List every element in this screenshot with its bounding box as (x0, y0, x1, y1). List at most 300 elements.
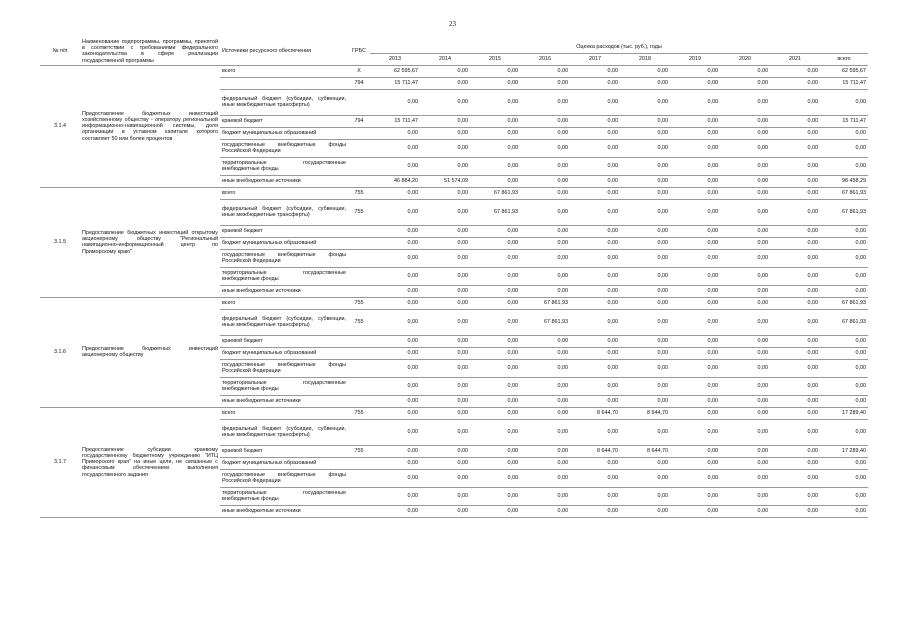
section-name: Предоставление субсидии краевому государственному бюджетному учреждению "ИТЦ Приморского края" на иные цели, не связанные с финансовым обеспечением выполнения государственного задания (80, 407, 220, 517)
year-value: 0,00 (770, 347, 820, 359)
year-value: 67 861,93 (470, 199, 520, 225)
year-value: 0,00 (670, 285, 720, 297)
grbs-code (348, 127, 370, 139)
year-value: 8 644,70 (620, 445, 670, 457)
year-value: 0,00 (370, 297, 420, 309)
year-value: 0,00 (620, 309, 670, 335)
year-value: 0,00 (770, 199, 820, 225)
total-value: 0,00 (820, 285, 868, 297)
funding-source: всего (220, 187, 348, 199)
year-value: 0,00 (720, 199, 770, 225)
year-value: 0,00 (420, 309, 470, 335)
funding-source: всего (220, 407, 348, 419)
year-value: 0,00 (770, 297, 820, 309)
funding-source: государственные внебюджетные фонды Российской Федерации (220, 139, 348, 157)
year-value: 15 711,47 (370, 115, 420, 127)
year-value: 0,00 (370, 267, 420, 285)
year-value: 0,00 (770, 127, 820, 139)
year-value: 0,00 (520, 115, 570, 127)
year-value: 0,00 (520, 65, 570, 77)
year-value: 0,00 (670, 187, 720, 199)
year-value: 0,00 (620, 469, 670, 487)
year-header: всего (820, 54, 868, 66)
grbs-code (348, 157, 370, 175)
year-value: 62 595,67 (370, 65, 420, 77)
grbs-code: 755 (348, 309, 370, 335)
year-value: 0,00 (720, 187, 770, 199)
year-value: 0,00 (470, 115, 520, 127)
year-value: 0,00 (370, 395, 420, 407)
year-value: 0,00 (420, 267, 470, 285)
year-value: 0,00 (670, 199, 720, 225)
year-value: 0,00 (670, 65, 720, 77)
year-value: 0,00 (570, 347, 620, 359)
grbs-code (348, 347, 370, 359)
year-value: 0,00 (670, 347, 720, 359)
year-value: 0,00 (670, 377, 720, 395)
total-value: 0,00 (820, 347, 868, 359)
year-value: 0,00 (620, 359, 670, 377)
grbs-code (348, 175, 370, 187)
total-value: 0,00 (820, 395, 868, 407)
year-value: 0,00 (470, 297, 520, 309)
year-value: 0,00 (720, 157, 770, 175)
grbs-code: X (348, 65, 370, 77)
year-value: 0,00 (520, 377, 570, 395)
year-value: 0,00 (470, 457, 520, 469)
year-value: 0,00 (620, 175, 670, 187)
year-value: 0,00 (620, 127, 670, 139)
funding-source: бюджет муниципальных образований (220, 237, 348, 249)
total-value: 0,00 (820, 157, 868, 175)
year-value: 0,00 (670, 77, 720, 89)
year-value: 0,00 (470, 377, 520, 395)
year-value: 0,00 (620, 237, 670, 249)
year-value: 0,00 (470, 127, 520, 139)
header-no: № п/п (40, 38, 80, 65)
table-row (40, 65, 868, 77)
year-value: 0,00 (420, 359, 470, 377)
year-value: 0,00 (520, 335, 570, 347)
grbs-code (348, 139, 370, 157)
year-value: 0,00 (670, 297, 720, 309)
grbs-code: 755 (348, 407, 370, 419)
year-value: 0,00 (670, 335, 720, 347)
year-value: 0,00 (520, 487, 570, 505)
year-value: 0,00 (720, 267, 770, 285)
year-value: 0,00 (620, 249, 670, 267)
grbs-code: 755 (348, 187, 370, 199)
year-value: 0,00 (720, 419, 770, 445)
grbs-code (348, 377, 370, 395)
year-value: 0,00 (670, 139, 720, 157)
year-value: 0,00 (370, 187, 420, 199)
grbs-code (348, 335, 370, 347)
funding-source: государственные внебюджетные фонды Российской Федерации (220, 359, 348, 377)
year-value: 0,00 (370, 237, 420, 249)
year-value: 0,00 (620, 457, 670, 469)
year-value: 0,00 (470, 267, 520, 285)
funding-source: всего (220, 65, 348, 77)
year-value: 0,00 (620, 77, 670, 89)
year-value: 0,00 (620, 395, 670, 407)
year-value: 0,00 (720, 237, 770, 249)
year-value: 0,00 (420, 225, 470, 237)
year-value: 0,00 (670, 249, 720, 267)
year-value: 0,00 (620, 115, 670, 127)
year-value: 8 644,70 (620, 407, 670, 419)
year-value: 0,00 (370, 199, 420, 225)
year-value: 0,00 (570, 139, 620, 157)
year-value: 0,00 (570, 505, 620, 517)
year-value: 0,00 (770, 187, 820, 199)
total-value: 62 595,67 (820, 65, 868, 77)
year-value: 0,00 (670, 419, 720, 445)
year-value: 0,00 (370, 359, 420, 377)
year-value: 0,00 (620, 505, 670, 517)
year-header: 2013 (370, 54, 420, 66)
year-header: 2018 (620, 54, 670, 66)
total-value: 0,00 (820, 335, 868, 347)
year-value: 0,00 (670, 445, 720, 457)
total-value: 0,00 (820, 505, 868, 517)
year-value: 0,00 (670, 457, 720, 469)
year-value: 0,00 (620, 139, 670, 157)
year-value: 0,00 (370, 469, 420, 487)
total-value: 0,00 (820, 457, 868, 469)
year-value: 0,00 (570, 297, 620, 309)
year-value: 0,00 (570, 249, 620, 267)
grbs-code (348, 237, 370, 249)
funding-source: всего (220, 297, 348, 309)
grbs-code (348, 249, 370, 267)
year-value: 0,00 (770, 309, 820, 335)
header-name: Наименование подпрограммы, программы, принятой в соответствии с требованиями федерального законодательства в сфере реализации государственной программы (82, 39, 218, 64)
year-value: 0,00 (370, 505, 420, 517)
year-value: 67 861,93 (470, 187, 520, 199)
year-value: 0,00 (520, 505, 570, 517)
year-value: 0,00 (720, 407, 770, 419)
year-value: 0,00 (670, 309, 720, 335)
year-value: 0,00 (770, 285, 820, 297)
year-value: 0,00 (570, 89, 620, 115)
year-value: 0,00 (670, 505, 720, 517)
year-value: 0,00 (420, 469, 470, 487)
year-value: 0,00 (370, 127, 420, 139)
header-estimate: Оценка расходов (тыс. руб.), годы (370, 38, 868, 54)
table-row (40, 407, 868, 419)
funding-source: федеральный бюджет (субсидии, субвенции, иные межбюджетные трансферты) (220, 199, 348, 225)
year-value: 0,00 (620, 347, 670, 359)
year-value: 0,00 (770, 445, 820, 457)
year-header: 2017 (570, 54, 620, 66)
year-value: 0,00 (420, 237, 470, 249)
year-value: 0,00 (420, 77, 470, 89)
year-value: 0,00 (370, 285, 420, 297)
total-value: 67 861,93 (820, 297, 868, 309)
year-value: 0,00 (770, 89, 820, 115)
year-value: 0,00 (620, 285, 670, 297)
year-value: 0,00 (670, 267, 720, 285)
funding-source: краевой бюджет (220, 225, 348, 237)
year-value: 0,00 (770, 359, 820, 377)
year-value: 0,00 (520, 457, 570, 469)
grbs-code (348, 395, 370, 407)
year-value: 0,00 (570, 395, 620, 407)
year-value: 0,00 (670, 359, 720, 377)
grbs-code (348, 505, 370, 517)
year-value: 0,00 (570, 115, 620, 127)
total-value: 15 711,47 (820, 77, 868, 89)
grbs-code (348, 225, 370, 237)
section-number: 3.1.4 (40, 65, 80, 187)
year-value: 0,00 (470, 359, 520, 377)
grbs-code (348, 267, 370, 285)
year-value: 0,00 (420, 187, 470, 199)
funding-source: территориальные государственные внебюджетные фонды (220, 377, 348, 395)
year-value: 0,00 (720, 487, 770, 505)
year-value: 0,00 (420, 377, 470, 395)
funding-source: иные внебюджетные источники (220, 505, 348, 517)
year-value: 0,00 (370, 445, 420, 457)
total-value: 0,00 (820, 377, 868, 395)
year-value: 0,00 (570, 457, 620, 469)
year-value: 0,00 (520, 77, 570, 89)
year-value: 0,00 (570, 187, 620, 199)
year-value: 0,00 (520, 419, 570, 445)
year-value: 0,00 (770, 237, 820, 249)
year-value: 0,00 (470, 419, 520, 445)
year-value: 0,00 (770, 487, 820, 505)
year-value: 0,00 (370, 457, 420, 469)
year-value: 0,00 (420, 395, 470, 407)
year-value: 0,00 (520, 445, 570, 457)
section-number: 3.1.6 (40, 297, 80, 407)
year-value: 0,00 (370, 309, 420, 335)
year-value: 15 711,47 (370, 77, 420, 89)
year-header: 2014 (420, 54, 470, 66)
funding-source: государственные внебюджетные фонды Российской Федерации (220, 249, 348, 267)
year-value: 0,00 (770, 505, 820, 517)
section-number: 3.1.7 (40, 407, 80, 517)
grbs-code: 794 (348, 77, 370, 89)
year-value: 0,00 (520, 469, 570, 487)
year-value: 0,00 (520, 237, 570, 249)
year-value: 0,00 (770, 175, 820, 187)
year-value: 0,00 (570, 377, 620, 395)
year-value: 0,00 (470, 249, 520, 267)
year-value: 0,00 (720, 445, 770, 457)
year-value: 0,00 (520, 187, 570, 199)
year-value: 0,00 (420, 457, 470, 469)
year-value: 0,00 (470, 77, 520, 89)
year-value: 0,00 (720, 335, 770, 347)
funding-source: федеральный бюджет (субсидии, субвенции, иные межбюджетные трансферты) (220, 419, 348, 445)
header-source: Источники ресурсного обеспечения (220, 38, 348, 65)
year-value: 0,00 (420, 335, 470, 347)
grbs-code: 755 (348, 445, 370, 457)
year-value: 0,00 (420, 249, 470, 267)
total-value: 0,00 (820, 249, 868, 267)
grbs-code (348, 469, 370, 487)
year-value: 0,00 (620, 199, 670, 225)
section-name: Предоставление бюджетных инвестиций акционерному обществу (80, 297, 220, 407)
funding-source: иные внебюджетные источники (220, 285, 348, 297)
year-value: 0,00 (720, 505, 770, 517)
year-value: 0,00 (420, 297, 470, 309)
funding-source: федеральный бюджет (субсидии, субвенции, иные межбюджетные трансферты) (220, 309, 348, 335)
year-value: 0,00 (620, 225, 670, 237)
year-value: 0,00 (720, 225, 770, 237)
total-value: 0,00 (820, 469, 868, 487)
year-value: 0,00 (770, 249, 820, 267)
year-value: 0,00 (620, 157, 670, 175)
year-value: 0,00 (620, 187, 670, 199)
year-value: 0,00 (570, 359, 620, 377)
year-value: 0,00 (520, 249, 570, 267)
year-value: 0,00 (770, 419, 820, 445)
year-value: 67 861,93 (520, 297, 570, 309)
year-value: 0,00 (470, 225, 520, 237)
total-value: 0,00 (820, 267, 868, 285)
year-value: 0,00 (770, 469, 820, 487)
year-value: 0,00 (520, 285, 570, 297)
year-value: 0,00 (720, 89, 770, 115)
year-value: 0,00 (370, 347, 420, 359)
year-value: 0,00 (570, 157, 620, 175)
year-value: 0,00 (720, 297, 770, 309)
year-value: 0,00 (720, 249, 770, 267)
year-value: 0,00 (470, 285, 520, 297)
year-value: 51 574,09 (420, 175, 470, 187)
year-value: 0,00 (420, 139, 470, 157)
year-value: 0,00 (570, 419, 620, 445)
total-value: 15 711,47 (820, 115, 868, 127)
year-value: 0,00 (470, 175, 520, 187)
year-value: 0,00 (520, 175, 570, 187)
year-value: 0,00 (670, 469, 720, 487)
year-value: 0,00 (370, 487, 420, 505)
year-value: 0,00 (720, 77, 770, 89)
grbs-code: 755 (348, 199, 370, 225)
grbs-code (348, 457, 370, 469)
year-value: 0,00 (770, 457, 820, 469)
section-number: 3.1.5 (40, 187, 80, 297)
year-value: 0,00 (470, 487, 520, 505)
total-value: 0,00 (820, 127, 868, 139)
year-value: 8 644,70 (570, 407, 620, 419)
grbs-code (348, 285, 370, 297)
year-value: 0,00 (470, 407, 520, 419)
header-row (40, 38, 868, 54)
year-value: 0,00 (370, 377, 420, 395)
year-value: 0,00 (670, 225, 720, 237)
funding-source (220, 77, 348, 89)
year-value: 0,00 (520, 225, 570, 237)
year-value: 0,00 (620, 487, 670, 505)
year-value: 46 884,20 (370, 175, 420, 187)
year-value: 0,00 (620, 267, 670, 285)
year-value: 0,00 (670, 237, 720, 249)
grbs-code: 794 (348, 115, 370, 127)
total-value: 0,00 (820, 237, 868, 249)
year-value: 0,00 (370, 335, 420, 347)
year-value: 0,00 (770, 77, 820, 89)
year-value: 0,00 (570, 199, 620, 225)
funding-source: иные внебюджетные источники (220, 175, 348, 187)
funding-source: бюджет муниципальных образований (220, 127, 348, 139)
year-value: 0,00 (420, 419, 470, 445)
year-value: 0,00 (620, 377, 670, 395)
year-value: 0,00 (470, 469, 520, 487)
grbs-code: 755 (348, 297, 370, 309)
year-value: 0,00 (470, 157, 520, 175)
year-value: 0,00 (420, 127, 470, 139)
year-value: 0,00 (770, 157, 820, 175)
year-value: 0,00 (370, 89, 420, 115)
funding-source: краевой бюджет (220, 115, 348, 127)
year-value: 0,00 (620, 65, 670, 77)
funding-source: федеральный бюджет (субсидии, субвенции, иные межбюджетные трансферты) (220, 89, 348, 115)
year-value: 0,00 (770, 267, 820, 285)
year-value: 0,00 (420, 89, 470, 115)
year-value: 0,00 (420, 487, 470, 505)
year-value: 0,00 (570, 127, 620, 139)
year-value: 0,00 (470, 237, 520, 249)
year-value: 0,00 (470, 395, 520, 407)
year-value: 0,00 (720, 139, 770, 157)
year-value: 0,00 (420, 285, 470, 297)
year-value: 0,00 (770, 377, 820, 395)
header-grbs: ГРБС (348, 38, 370, 65)
year-value: 0,00 (370, 157, 420, 175)
year-value: 0,00 (570, 175, 620, 187)
funding-source: территориальные государственные внебюджетные фонды (220, 267, 348, 285)
total-value: 98 458,29 (820, 175, 868, 187)
year-header: 2020 (720, 54, 770, 66)
grbs-code (348, 419, 370, 445)
grbs-code (348, 487, 370, 505)
year-value: 0,00 (620, 297, 670, 309)
year-header: 2021 (770, 54, 820, 66)
year-value: 0,00 (770, 139, 820, 157)
year-value: 0,00 (470, 347, 520, 359)
total-value: 17 289,40 (820, 407, 868, 419)
year-value: 8 644,70 (570, 445, 620, 457)
funding-source: бюджет муниципальных образований (220, 347, 348, 359)
year-value: 0,00 (570, 225, 620, 237)
funding-source: бюджет муниципальных образований (220, 457, 348, 469)
year-value: 0,00 (670, 487, 720, 505)
year-value: 0,00 (370, 407, 420, 419)
year-value: 0,00 (420, 347, 470, 359)
year-value: 0,00 (770, 395, 820, 407)
year-value: 0,00 (720, 127, 770, 139)
year-value: 0,00 (470, 335, 520, 347)
total-value: 0,00 (820, 139, 868, 157)
year-value: 0,00 (720, 65, 770, 77)
year-value: 0,00 (720, 115, 770, 127)
year-value: 0,00 (570, 335, 620, 347)
total-value: 67 861,93 (820, 199, 868, 225)
year-value: 0,00 (420, 407, 470, 419)
funding-source: иные внебюджетные источники (220, 395, 348, 407)
year-value: 0,00 (770, 225, 820, 237)
year-value: 0,00 (370, 139, 420, 157)
year-value: 0,00 (770, 115, 820, 127)
year-value: 0,00 (470, 89, 520, 115)
total-value: 67 861,93 (820, 187, 868, 199)
